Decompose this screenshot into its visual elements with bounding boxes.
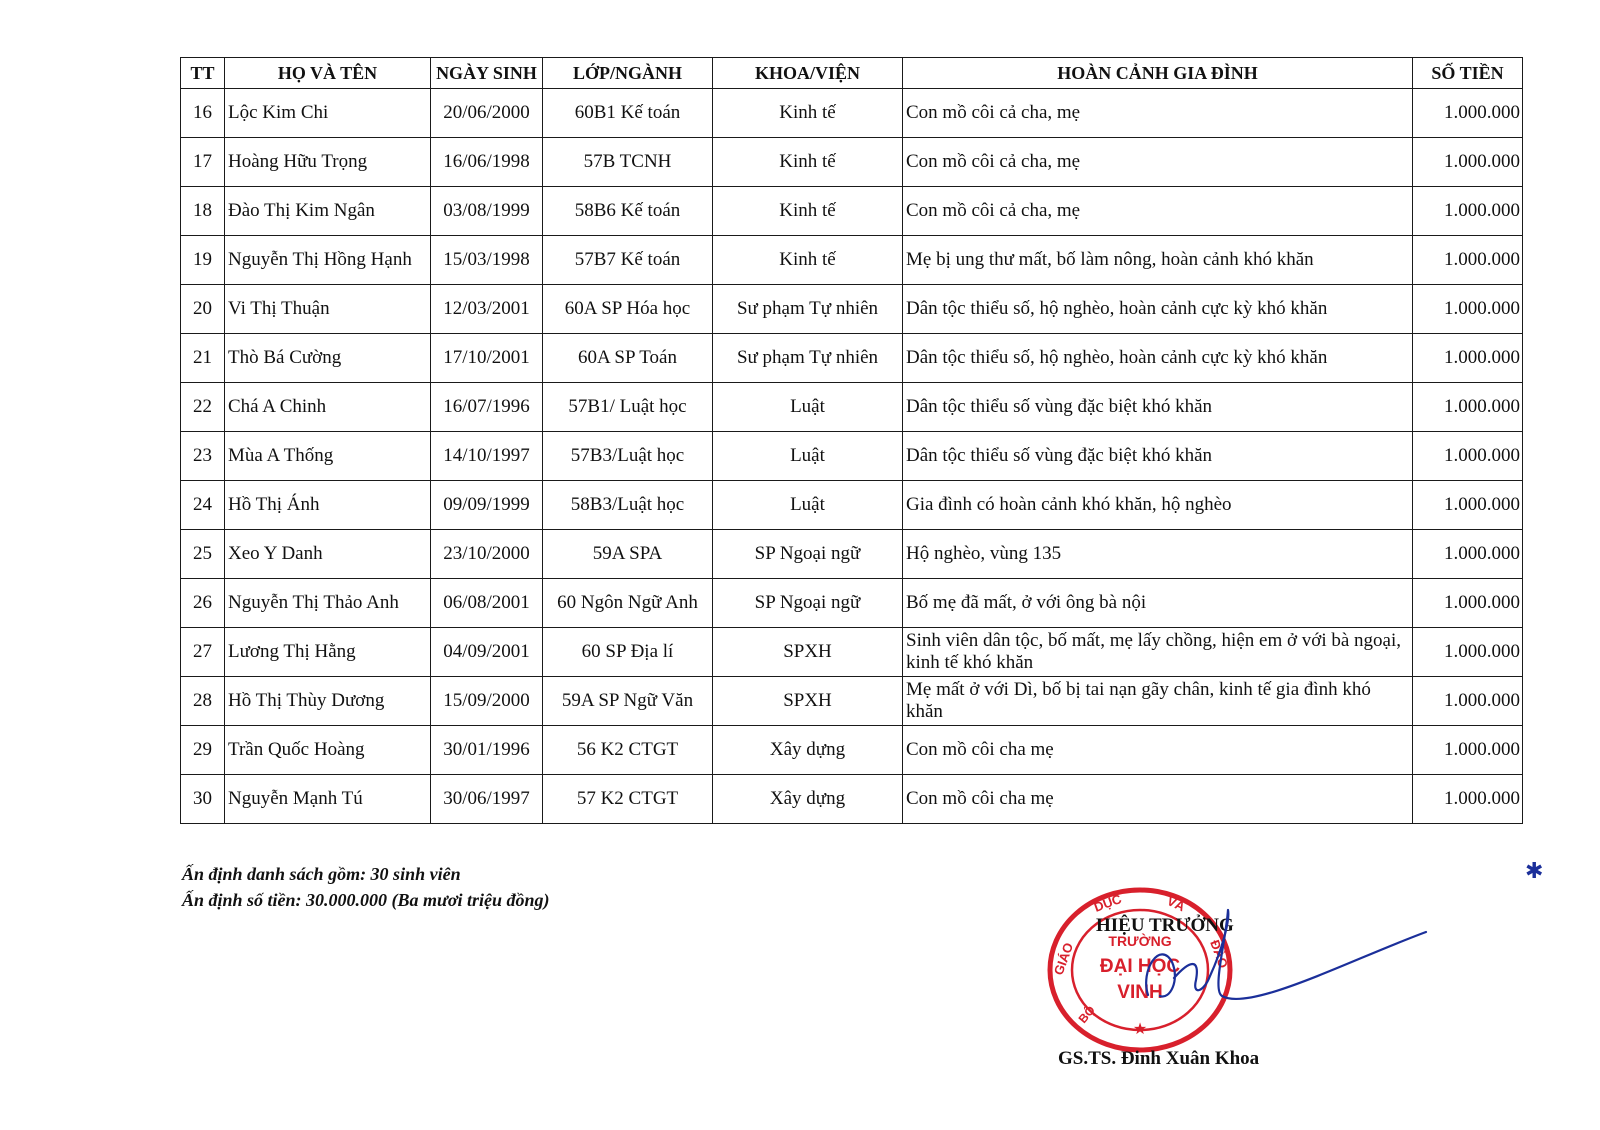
cell-amount: 1.000.000 (1413, 726, 1523, 775)
header-name: HỌ VÀ TÊN (225, 58, 431, 89)
cell-tt: 30 (181, 775, 225, 824)
table-row (181, 530, 1523, 579)
cell-class: 60A SP Hóa học (543, 285, 713, 334)
cell-faculty: Xây dựng (713, 726, 903, 775)
cell-class: 58B6 Kế toán (543, 187, 713, 236)
cell-tt: 17 (181, 138, 225, 187)
cell-amount: 1.000.000 (1413, 432, 1523, 481)
cell-name: Trần Quốc Hoàng (225, 726, 431, 775)
table-row (181, 334, 1523, 383)
cell-amount: 1.000.000 (1413, 481, 1523, 530)
table-row (181, 236, 1523, 285)
cell-dob: 14/10/1997 (431, 432, 543, 481)
cell-tt: 16 (181, 89, 225, 138)
cell-tt: 18 (181, 187, 225, 236)
cell-dob: 12/03/2001 (431, 285, 543, 334)
header-faculty: KHOA/VIỆN (713, 58, 903, 89)
cell-name: Lộc Kim Chi (225, 89, 431, 138)
cell-dob: 17/10/2001 (431, 334, 543, 383)
cell-faculty: Luật (713, 481, 903, 530)
cell-dob: 04/09/2001 (431, 628, 543, 677)
stamp-text-school: TRƯỜNG (1108, 933, 1172, 949)
cell-faculty: SP Ngoại ngữ (713, 530, 903, 579)
cell-amount: 1.000.000 (1413, 89, 1523, 138)
cell-amount: 1.000.000 (1413, 677, 1523, 726)
cell-faculty: Xây dựng (713, 775, 903, 824)
summary-total-line: Ấn định số tiền: 30.000.000 (Ba mươi triệu đồng) (182, 890, 550, 910)
cell-amount: 1.000.000 (1413, 579, 1523, 628)
header-amount: SỐ TIỀN (1413, 58, 1523, 89)
header-class: LỚP/NGÀNH (543, 58, 713, 89)
table-row (181, 138, 1523, 187)
cell-tt: 25 (181, 530, 225, 579)
cell-faculty: Sư phạm Tự nhiên (713, 285, 903, 334)
table-row (181, 579, 1523, 628)
cell-tt: 21 (181, 334, 225, 383)
cell-class: 57B1/ Luật học (543, 383, 713, 432)
cell-tt: 19 (181, 236, 225, 285)
cell-dob: 03/08/1999 (431, 187, 543, 236)
cell-circumstance: Con mồ côi cha mẹ (903, 775, 1413, 824)
table-row (181, 628, 1523, 677)
cell-amount: 1.000.000 (1413, 628, 1523, 677)
stamp-star-icon: ★ (1132, 1021, 1148, 1038)
table-row (181, 187, 1523, 236)
cell-faculty: Sư phạm Tự nhiên (713, 334, 903, 383)
stamp-text-top-left: DỤC (1091, 891, 1124, 915)
cell-tt: 24 (181, 481, 225, 530)
header-circumstance: HOÀN CẢNH GIA ĐÌNH (903, 58, 1413, 89)
cell-tt: 22 (181, 383, 225, 432)
table-row (181, 481, 1523, 530)
initial-mark-icon: ✱ (1525, 858, 1544, 883)
cell-name: Hồ Thị Thùy Dương (225, 677, 431, 726)
cell-dob: 23/10/2000 (431, 530, 543, 579)
cell-faculty: SPXH (713, 677, 903, 726)
cell-circumstance: Dân tộc thiểu số, hộ nghèo, hoàn cảnh cực kỳ khó khăn (903, 285, 1413, 334)
cell-tt: 23 (181, 432, 225, 481)
cell-amount: 1.000.000 (1413, 285, 1523, 334)
cell-circumstance: Dân tộc thiểu số, hộ nghèo, hoàn cảnh cực kỳ khó khăn (903, 334, 1413, 383)
cell-tt: 29 (181, 726, 225, 775)
cell-tt: 27 (181, 628, 225, 677)
cell-name: Lương Thị Hằng (225, 628, 431, 677)
stamp-text-bottom: BỘ (1075, 1003, 1098, 1026)
cell-amount: 1.000.000 (1413, 530, 1523, 579)
cell-dob: 09/09/1999 (431, 481, 543, 530)
cell-faculty: Kinh tế (713, 138, 903, 187)
student-list-table (180, 57, 1523, 824)
cell-name: Nguyễn Thị Thảo Anh (225, 579, 431, 628)
cell-class: 60B1 Kế toán (543, 89, 713, 138)
cell-circumstance: Dân tộc thiểu số vùng đặc biệt khó khăn (903, 383, 1413, 432)
cell-name: Đào Thị Kim Ngân (225, 187, 431, 236)
cell-faculty: Kinh tế (713, 89, 903, 138)
cell-class: 57B TCNH (543, 138, 713, 187)
cell-dob: 20/06/2000 (431, 89, 543, 138)
cell-class: 60 SP Địa lí (543, 628, 713, 677)
cell-circumstance: Bố mẹ đã mất, ở với ông bà nội (903, 579, 1413, 628)
stamp-text-top-right: VÀ (1164, 893, 1188, 915)
cell-faculty: Luật (713, 432, 903, 481)
cell-faculty: Luật (713, 383, 903, 432)
cell-faculty: SP Ngoại ngữ (713, 579, 903, 628)
cell-class: 59A SP Ngữ Văn (543, 677, 713, 726)
table-row (181, 383, 1523, 432)
cell-class: 57 K2 CTGT (543, 775, 713, 824)
cell-class: 60 Ngôn Ngữ Anh (543, 579, 713, 628)
header-dob: NGÀY SINH (431, 58, 543, 89)
header-tt: TT (181, 58, 225, 89)
cell-faculty: SPXH (713, 628, 903, 677)
table-row (181, 285, 1523, 334)
cell-name: Thò Bá Cường (225, 334, 431, 383)
table-header-row (181, 58, 1523, 89)
cell-name: Hoàng Hữu Trọng (225, 138, 431, 187)
stamp-text-left: GIÁO (1050, 940, 1077, 978)
handwritten-signature (1130, 900, 1430, 1020)
cell-amount: 1.000.000 (1413, 138, 1523, 187)
cell-amount: 1.000.000 (1413, 383, 1523, 432)
cell-circumstance: Con mồ côi cha mẹ (903, 726, 1413, 775)
cell-circumstance: Hộ nghèo, vùng 135 (903, 530, 1413, 579)
table-row (181, 432, 1523, 481)
cell-name: Hồ Thị Ánh (225, 481, 431, 530)
stamp-text-city: VINH (1117, 982, 1163, 1003)
table-row (181, 677, 1523, 726)
cell-class: 57B7 Kế toán (543, 236, 713, 285)
table-row (181, 89, 1523, 138)
cell-dob: 15/03/1998 (431, 236, 543, 285)
cell-amount: 1.000.000 (1413, 775, 1523, 824)
cell-amount: 1.000.000 (1413, 334, 1523, 383)
cell-circumstance: Sinh viên dân tộc, bố mất, mẹ lấy chồng, hiện em ở với bà ngoại, kinh tế khó khăn (903, 628, 1413, 677)
cell-name: Vi Thị Thuận (225, 285, 431, 334)
cell-tt: 26 (181, 579, 225, 628)
cell-dob: 30/01/1996 (431, 726, 543, 775)
cell-dob: 30/06/1997 (431, 775, 543, 824)
signer-title: HIỆU TRƯỞNG (1096, 915, 1234, 936)
cell-circumstance: Con mồ côi cả cha, mẹ (903, 89, 1413, 138)
cell-circumstance: Mẹ mất ở với Dì, bố bị tai nạn gãy chân, kinh tế gia đình khó khăn (903, 677, 1413, 726)
cell-circumstance: Mẹ bị ung thư mất, bố làm nông, hoàn cảnh khó khăn (903, 236, 1413, 285)
summary-count-line: Ấn định danh sách gồm: 30 sinh viên (182, 864, 461, 884)
cell-amount: 1.000.000 (1413, 236, 1523, 285)
cell-dob: 16/07/1996 (431, 383, 543, 432)
cell-faculty: Kinh tế (713, 187, 903, 236)
cell-name: Nguyễn Thị Hồng Hạnh (225, 236, 431, 285)
cell-class: 60A SP Toán (543, 334, 713, 383)
table-body (181, 89, 1523, 824)
cell-circumstance: Con mồ côi cả cha, mẹ (903, 187, 1413, 236)
stamp-text-right: ĐÀO (1207, 937, 1232, 971)
cell-faculty: Kinh tế (713, 236, 903, 285)
cell-class: 56 K2 CTGT (543, 726, 713, 775)
cell-circumstance: Gia đình có hoàn cảnh khó khăn, hộ nghèo (903, 481, 1413, 530)
cell-tt: 28 (181, 677, 225, 726)
cell-name: Mùa A Thống (225, 432, 431, 481)
cell-name: Nguyễn Mạnh Tú (225, 775, 431, 824)
table-row (181, 775, 1523, 824)
table-row (181, 726, 1523, 775)
cell-tt: 20 (181, 285, 225, 334)
cell-dob: 16/06/1998 (431, 138, 543, 187)
cell-circumstance: Dân tộc thiểu số vùng đặc biệt khó khăn (903, 432, 1413, 481)
cell-class: 58B3/Luật học (543, 481, 713, 530)
cell-amount: 1.000.000 (1413, 187, 1523, 236)
cell-dob: 06/08/2001 (431, 579, 543, 628)
cell-circumstance: Con mồ côi cả cha, mẹ (903, 138, 1413, 187)
cell-class: 57B3/Luật học (543, 432, 713, 481)
stamp-text-university: ĐẠI HỌC (1099, 956, 1181, 977)
cell-class: 59A SPA (543, 530, 713, 579)
cell-dob: 15/09/2000 (431, 677, 543, 726)
signer-name: GS.TS. Đinh Xuân Khoa (1058, 1048, 1260, 1069)
cell-name: Xeo Y Danh (225, 530, 431, 579)
cell-name: Chá A Chinh (225, 383, 431, 432)
